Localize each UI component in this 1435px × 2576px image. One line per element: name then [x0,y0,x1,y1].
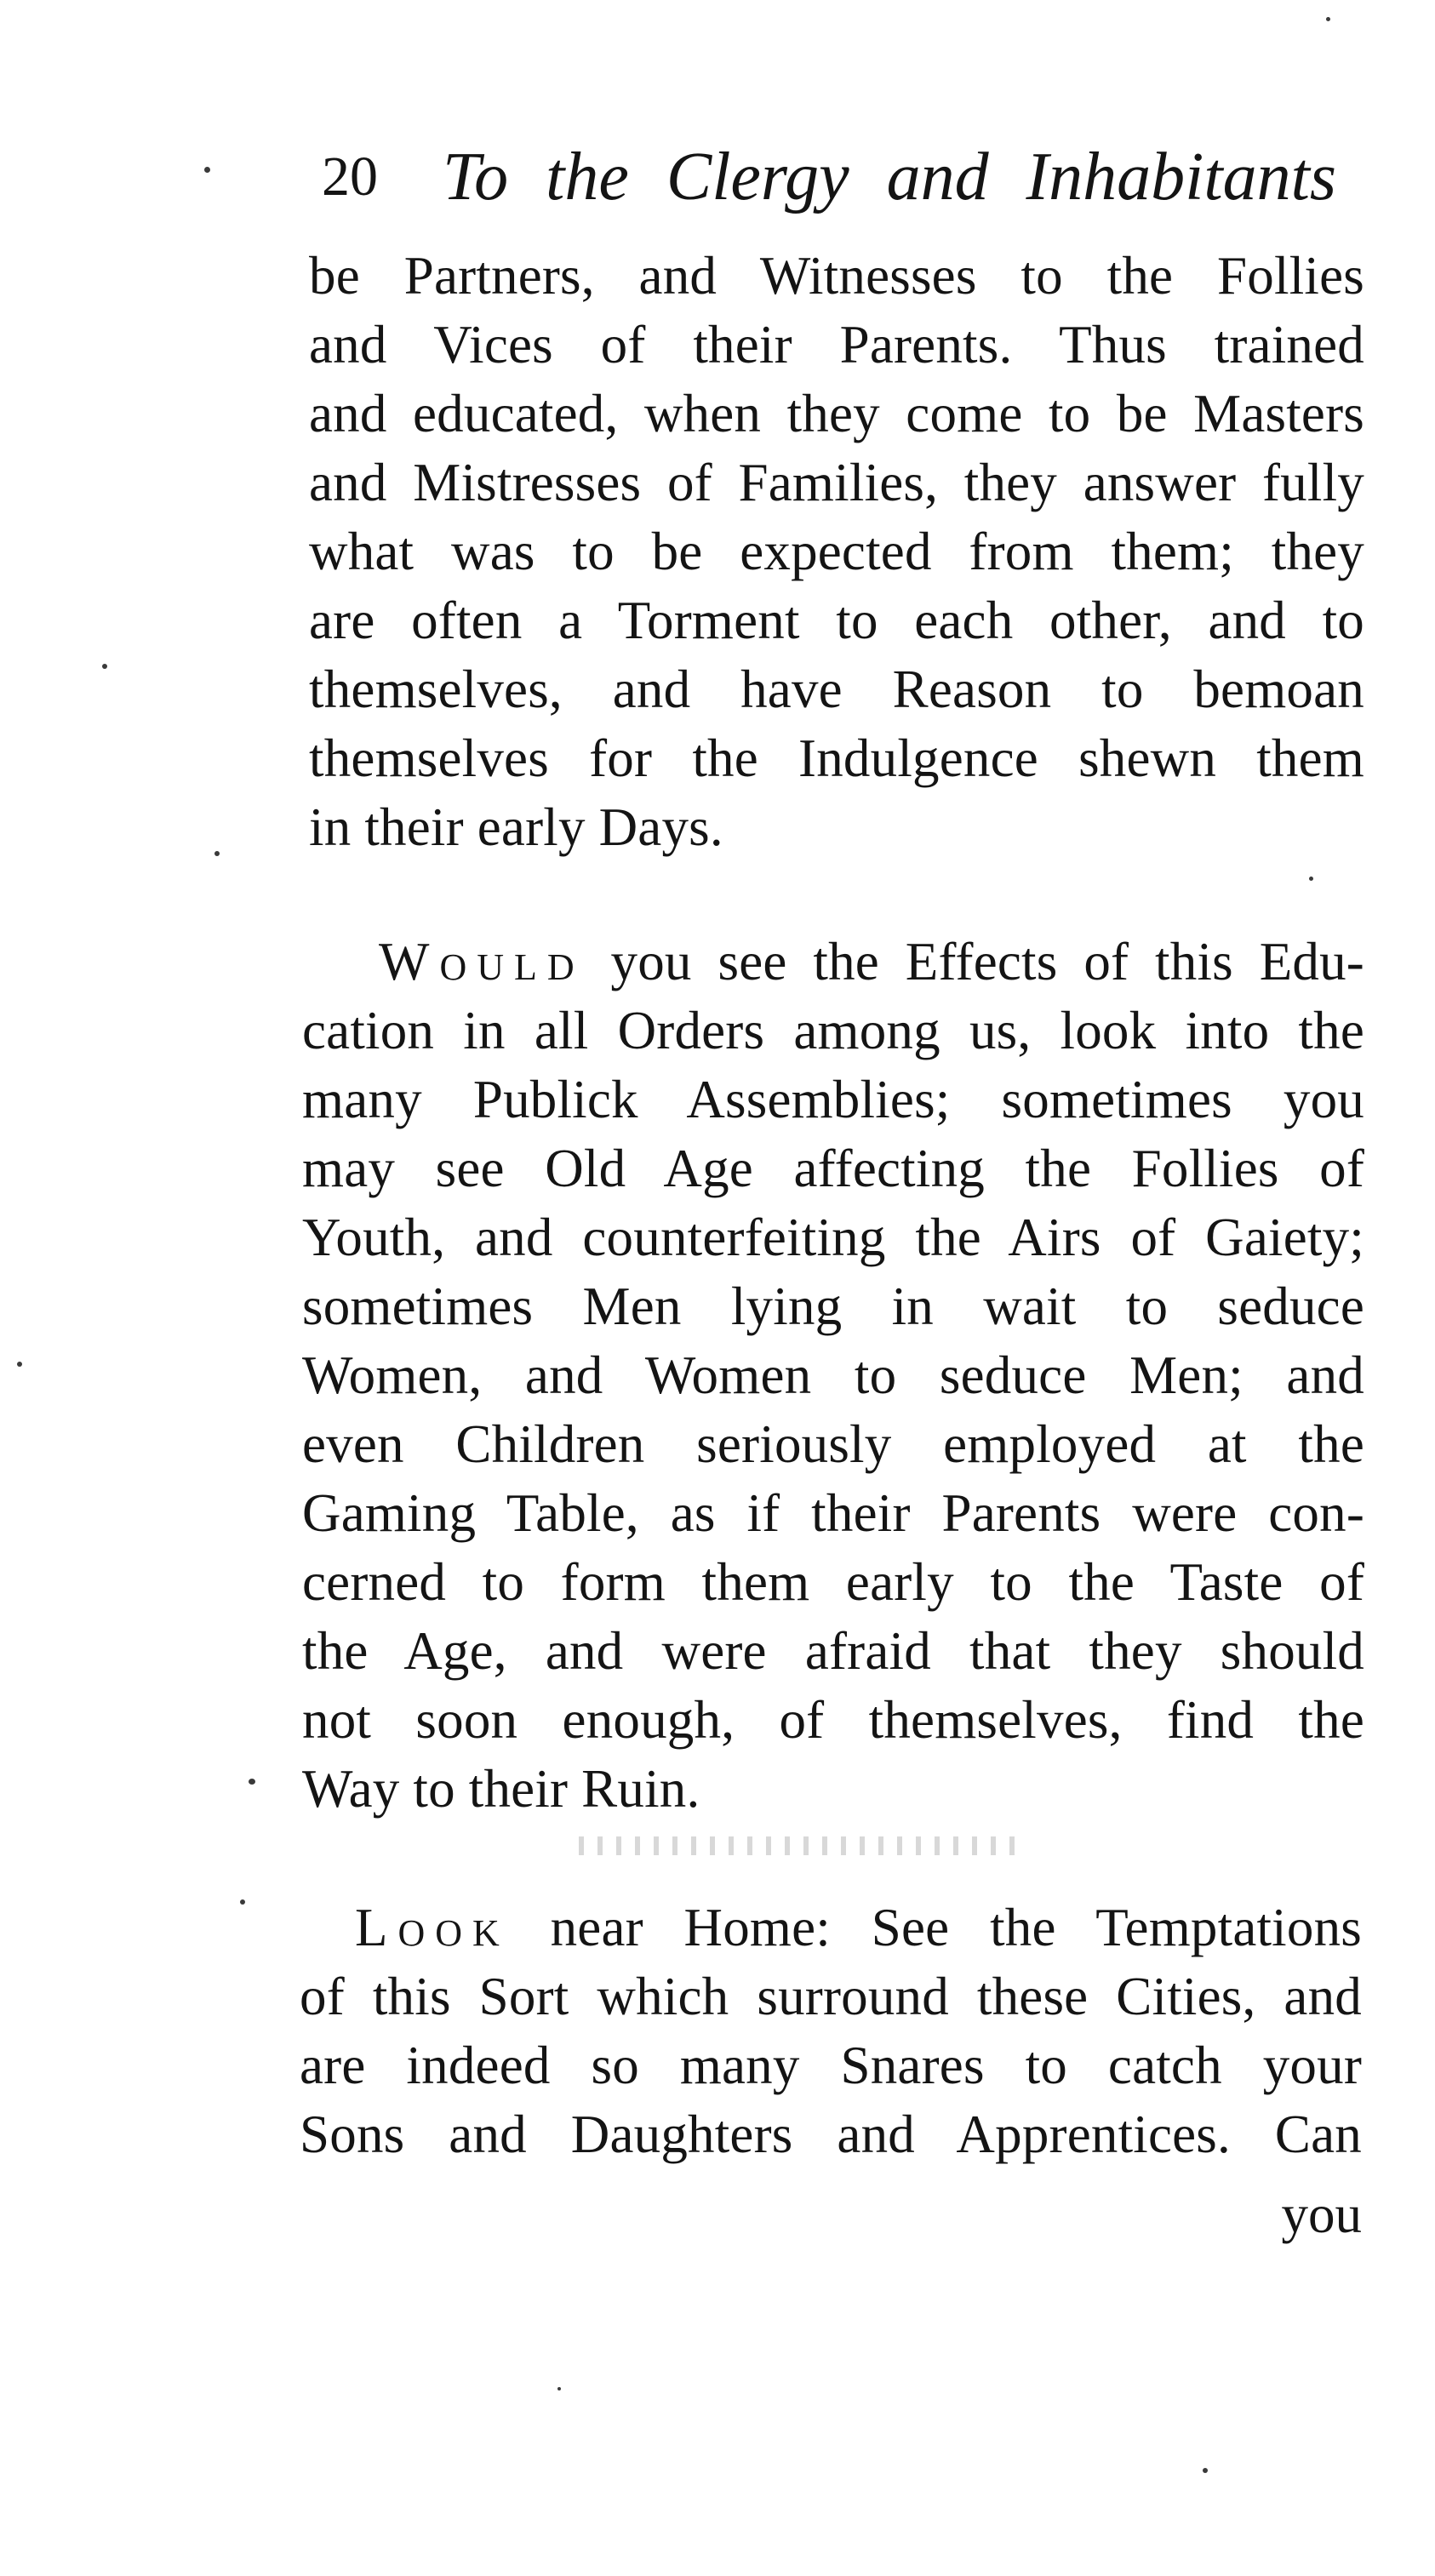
paragraph-3 [300,1893,1362,2169]
text-line: themselves, and have Reason to bemoan [309,660,1364,719]
text-line: cerned to form them early to the Taste of [302,1552,1364,1612]
first-line-text: you see the Effects of this Edu- [610,932,1364,991]
text-line: are often a Torment to each other, and to [309,591,1364,650]
paragraph-lead-word: Look [355,1898,510,1957]
text-line: the Age, and were afraid that they should [302,1621,1364,1681]
text-line: even Children seriously employed at the [302,1414,1364,1474]
text-line: are indeed so many Snares to catch your [300,2036,1362,2095]
text-line: many Publick Assemblies; sometimes you [302,1070,1364,1129]
page-header [306,126,1362,228]
scan-speck [17,1362,22,1367]
text-line: be Partners, and Witnesses to the Follies [309,246,1364,306]
text-line: cation in all Orders among us, look into the [302,1001,1364,1060]
scan-speck [1309,877,1313,881]
scan-speck [1326,17,1330,21]
text-line: Way to their Ruin. [302,1759,700,1819]
text-line: and Vices of their Parents. Thus trained [309,315,1364,374]
text-line: Youth, and counterfeiting the Airs of Gaiety; [302,1208,1364,1267]
scan-speck [1203,2468,1208,2473]
text-line: not soon enough, of themselves, find the [302,1690,1364,1750]
scan-speck [249,1779,255,1785]
text-line: of this Sort which surround these Cities, and [300,1967,1362,2026]
catchword: you [1281,2185,1362,2244]
scan-speck [204,167,210,173]
paragraph-lead-word: Would [379,932,585,991]
text-line [300,1893,1362,1962]
text-line: what was to be expected from them; they [309,522,1364,581]
text-line: sometimes Men lying in wait to seduce [302,1277,1364,1336]
text-line: Sons and Daughters and Apprentices. Can [300,2105,1362,2164]
text-line: and educated, when they come to be Masters [309,384,1364,443]
text-line [302,928,1364,997]
text-line: may see Old Age affecting the Follies of [302,1139,1364,1198]
scan-speck [102,664,107,669]
scan-speck [240,1899,245,1905]
show-through-ink [579,1836,1021,1855]
scan-speck [214,851,220,856]
first-line-text: near Home: See the Temptations [550,1898,1363,1957]
text-line: Gaming Table, as if their Parents were con- [302,1483,1364,1543]
text-line: Women, and Women to seduce Men; and [302,1345,1364,1405]
text-line: and Mistresses of Families, they answer fully [309,453,1364,512]
page-number: 20 [322,146,378,208]
paragraph-2 [302,928,1364,1824]
running-title: To the Clergy and Inhabitants [443,140,1336,214]
text-line: in their early Days. [309,797,723,857]
scan-speck [557,2387,561,2390]
text-line: themselves for the Indulgence shewn them [309,728,1364,788]
paragraph-1 [309,242,1364,862]
